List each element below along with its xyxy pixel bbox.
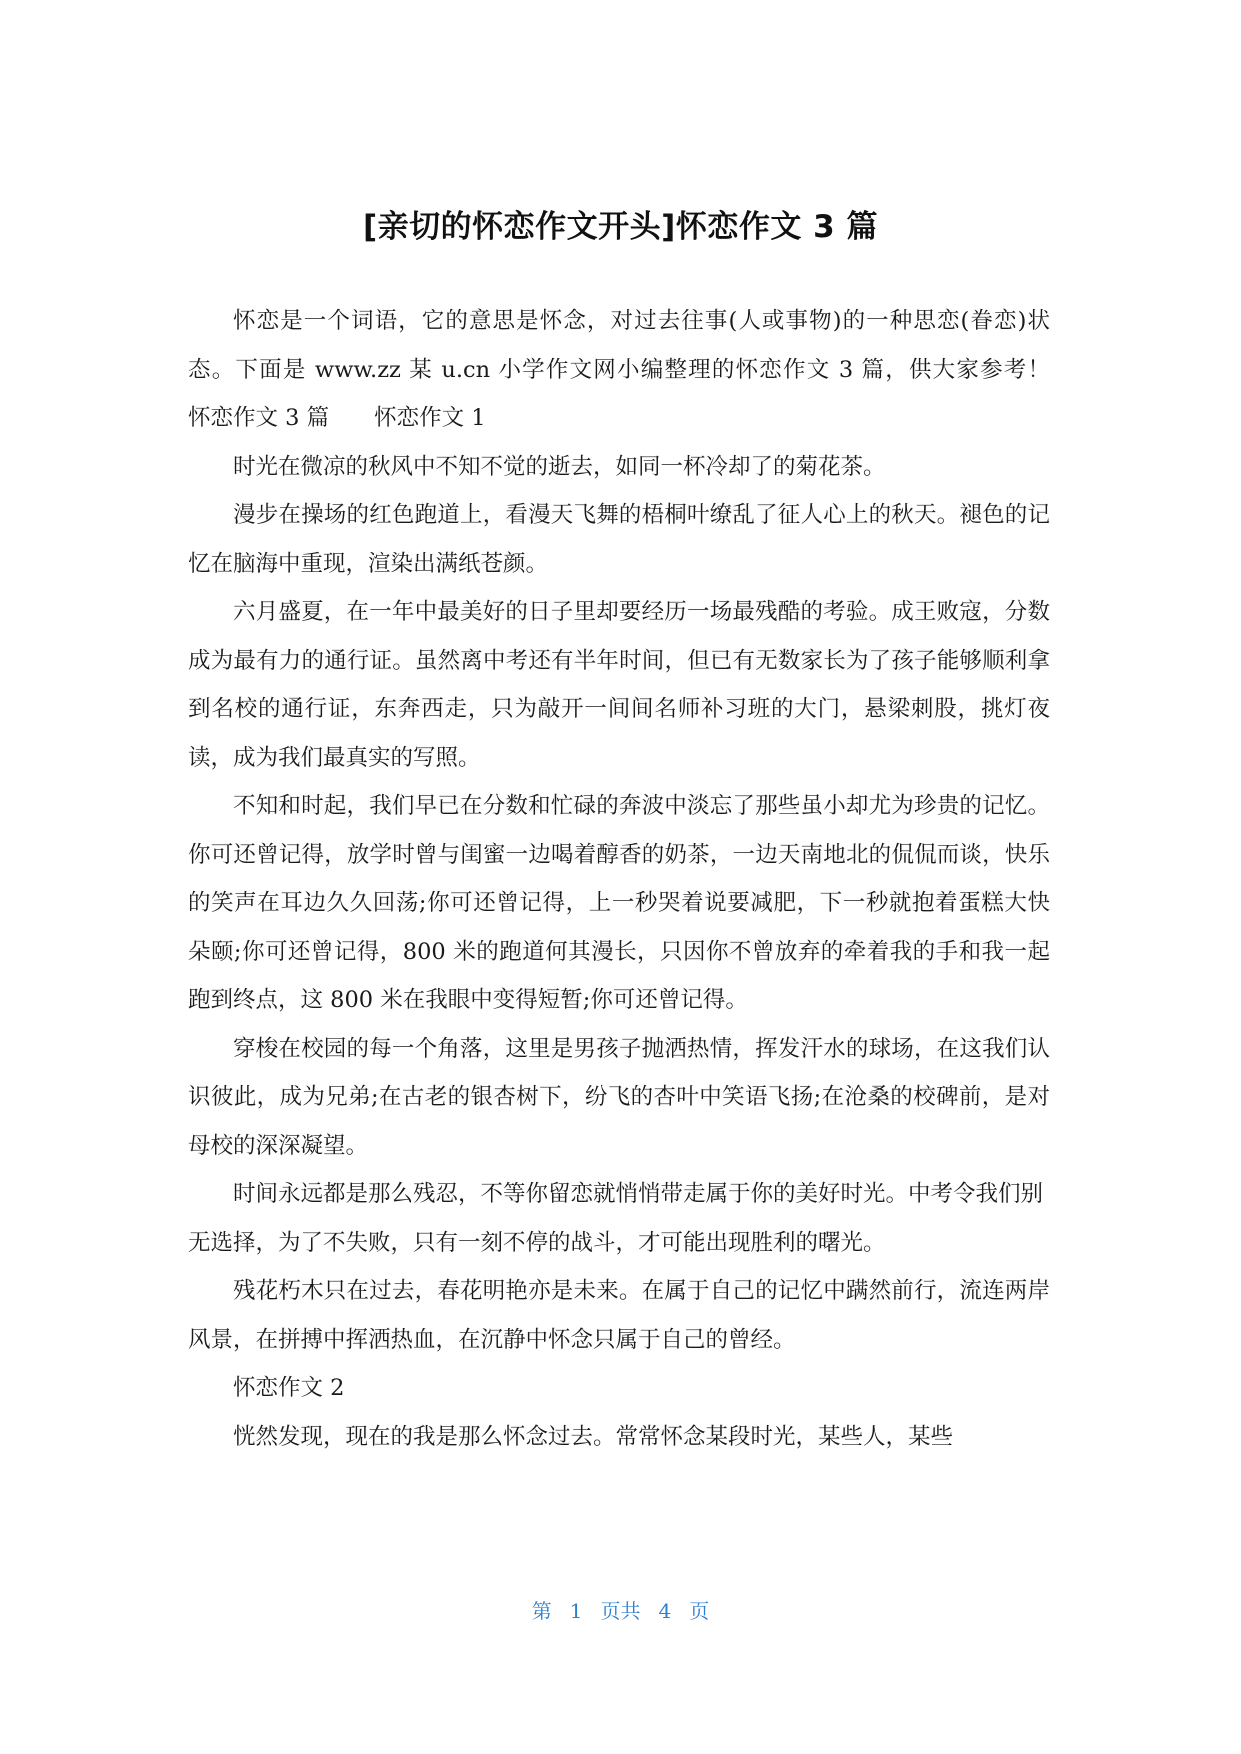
page-label-prefix: 第 xyxy=(531,1599,552,1623)
paragraph: 漫步在操场的红色跑道上，看漫天飞舞的梧桐叶缭乱了征人心上的秋天。褪色的记忆在脑海中重现，渲染出满纸苍颜。 xyxy=(188,502,1050,577)
page-current-number: 1 xyxy=(569,1599,583,1623)
document-body xyxy=(188,297,1096,1461)
paragraph: 六月盛夏，在一年中最美好的日子里却要经历一场最残酷的考验。成王败寇，分数成为最有力的通行证。虽然离中考还有半年时间，但已有无数家长为了孩子能够顺利拿到名校的通行证，东奔西走，只为敲开一间间名师补习班的大门，悬梁刺股，挑灯夜读，成为我们最真实的写照。 xyxy=(188,599,1050,771)
page-total-number: 4 xyxy=(658,1599,672,1623)
page-label-mid: 页共 xyxy=(600,1599,641,1623)
page-footer xyxy=(0,1596,1241,1626)
document-title: [亲切的怀恋作文开头]怀恋作文 3 篇 xyxy=(363,208,878,245)
paragraph: 不知和时起，我们早已在分数和忙碌的奔波中淡忘了那些虽小却尤为珍贵的记忆。你可还曾记得，放学时曾与闺蜜一边喝着醇香的奶茶，一边天南地北的侃侃而谈，快乐的笑声在耳边久久回荡;你可还曾记得，上一秒哭着说要减肥，下一秒就抱着蛋糕大快朵颐;你可还曾记得，800 米的跑道何其漫长，只因你不曾放弃的牵着我的手和我一起跑到终点，这 800 米在我眼中变得短暂;你可还曾记得。 xyxy=(188,793,1050,1013)
paragraph: 残花朽木只在过去，春花明艳亦是未来。在属于自己的记忆中蹒然前行，流连两岸风景，在拼搏中挥洒热血，在沉静中怀念只属于自己的曾经。 xyxy=(188,1278,1050,1353)
paragraph: 穿梭在校园的每一个角落，这里是男孩子抛洒热情，挥发汗水的球场，在这我们认识彼此，成为兄弟;在古老的银杏树下，纷飞的杏叶中笑语飞扬;在沧桑的校碑前，是对母校的深深凝望。 xyxy=(188,1035,1050,1159)
section-heading: 怀恋作文 2 xyxy=(233,1375,345,1401)
page-label-suffix: 页 xyxy=(689,1599,710,1623)
paragraph: 时光在微凉的秋风中不知不觉的逝去，如同一杯冷却了的菊花茶。 xyxy=(233,453,886,480)
paragraph-intro: 怀恋是一个词语，它的意思是怀念，对过去往事(人或事物)的一种思恋(眷恋)状态。下面是 www.zz 某 u.cn 小学作文网小编整理的怀恋作文 3 篇，供大家参考！ 怀恋作文 3 篇 怀恋作文 1 xyxy=(188,308,1096,431)
paragraph: 时间永远都是那么残忍，不等你留恋就悄悄带走属于你的美好时光。中考令我们别无选择，为了不失败，只有一刻不停的战斗，才可能出现胜利的曙光。 xyxy=(188,1181,1044,1256)
paragraph: 恍然发现，现在的我是那么怀念过去。常常怀念某段时光，某些人，某些 xyxy=(233,1423,954,1450)
